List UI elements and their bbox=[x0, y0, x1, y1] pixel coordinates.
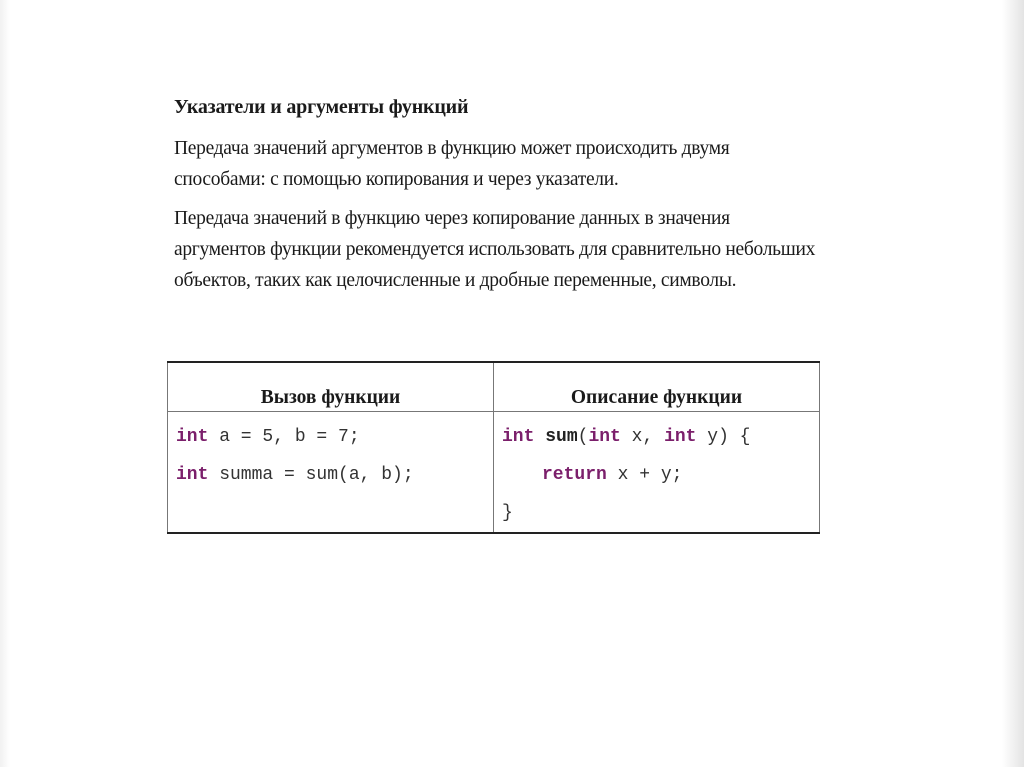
definition-code-cell bbox=[494, 412, 820, 534]
slide-content bbox=[174, 96, 824, 304]
def-code-line-1 bbox=[502, 418, 819, 456]
slide-left-shadow bbox=[0, 0, 10, 767]
code-comparison-table bbox=[167, 361, 820, 534]
header-function-definition: Описание функции bbox=[494, 362, 820, 412]
def-code-line-2 bbox=[502, 456, 819, 494]
code-text: x + y; bbox=[606, 465, 683, 485]
paragraph-2: Передача значений в функцию через копирование данных в значения аргументов функции рекомендуется использовать для сравнительно небольших объектов, таких как целочисленные и дробные переменные, символы. bbox=[174, 208, 816, 291]
code-text: ( bbox=[577, 427, 589, 447]
call-code-cell bbox=[168, 412, 494, 534]
keyword-int: int bbox=[664, 427, 697, 447]
call-code-line-1 bbox=[176, 418, 493, 456]
paragraph-1: Передача значений аргументов в функцию может происходить двумя способами: с помощью копирования и через указатели. bbox=[174, 138, 730, 190]
keyword-int: int bbox=[502, 427, 535, 447]
call-code-line-2 bbox=[176, 456, 493, 494]
keyword-int: int bbox=[588, 427, 621, 447]
code-text: y) { bbox=[696, 427, 751, 447]
keyword-return: return bbox=[542, 465, 607, 485]
keyword-int: int bbox=[176, 427, 209, 447]
slide-right-shadow bbox=[1002, 0, 1024, 767]
table-code-row bbox=[168, 412, 820, 534]
keyword-int: int bbox=[176, 465, 209, 485]
header-function-call: Вызов функции bbox=[168, 362, 494, 412]
function-name: sum bbox=[545, 427, 578, 447]
code-text: x, bbox=[620, 427, 665, 447]
code-text: a = 5, b = 7; bbox=[208, 427, 360, 447]
code-text: summa = sum(a, b); bbox=[208, 465, 414, 485]
def-code-line-3: } bbox=[502, 503, 513, 523]
slide-heading: Указатели и аргументы функций bbox=[174, 96, 469, 118]
table-header-row bbox=[168, 362, 820, 412]
